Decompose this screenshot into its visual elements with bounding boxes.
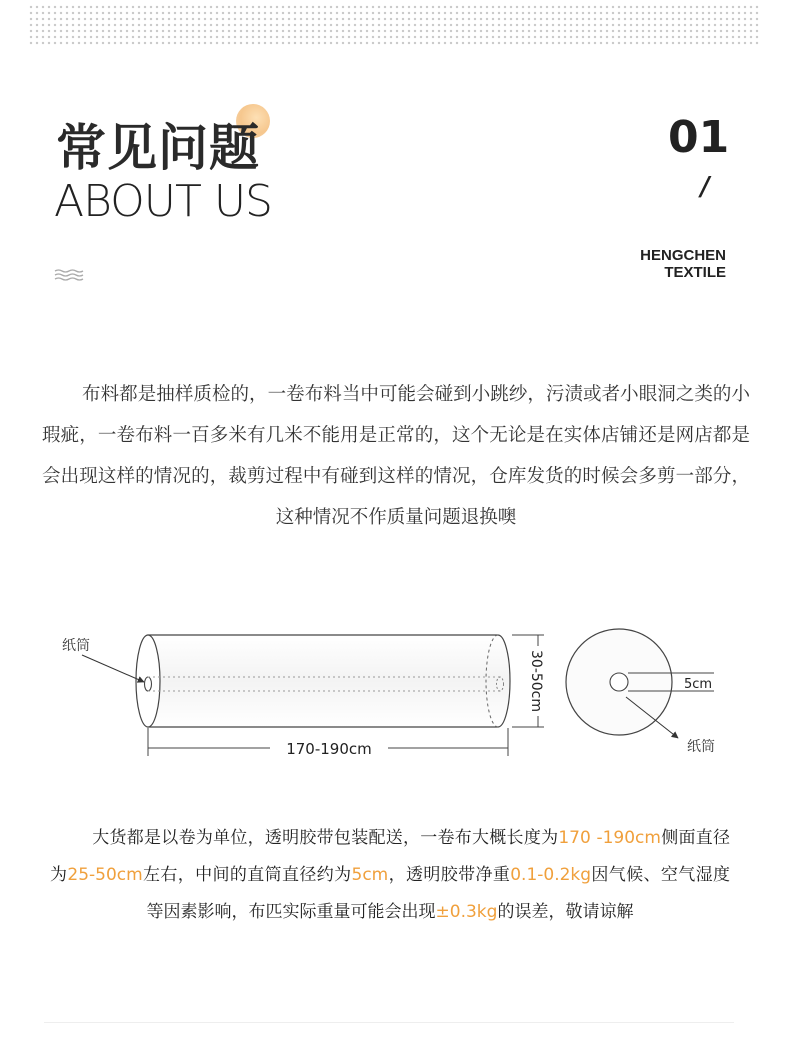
fabric-roll-side-view	[136, 635, 510, 727]
bottom-divider	[44, 1022, 734, 1023]
left-tube-arrow	[82, 655, 144, 682]
fabric-roll-diagram	[0, 610, 790, 770]
section-number: 01	[668, 112, 730, 163]
slash-mark: /	[697, 172, 713, 202]
tape-weight-value: 0.1-0.2kg	[510, 865, 592, 885]
shipping-info-paragraph	[50, 820, 730, 931]
weight-tolerance-value: ±0.3kg	[435, 902, 498, 922]
core-diameter-value: 5cm	[351, 865, 389, 885]
shipping-text-2: 侧面直径为	[50, 828, 731, 885]
wave-icon	[54, 268, 84, 282]
brand-line-1: HENGCHEN	[640, 247, 726, 264]
shipping-text-6: 的误差，敬请谅解	[497, 902, 634, 922]
brand-line-2: TEXTILE	[664, 264, 726, 281]
page-subtitle: ABOUT US	[54, 176, 272, 227]
dot-pattern-header	[28, 4, 760, 46]
right-tube-label: 纸筒	[687, 739, 715, 755]
shipping-text-1: 大货都是以卷为单位，透明胶带包装配送，一卷布大概长度为	[92, 828, 559, 848]
quality-notice-paragraph	[42, 374, 750, 538]
roll-diameter-value: 25-50cm	[67, 865, 143, 885]
roll-length-value: 170 -190cm	[558, 828, 661, 848]
shipping-text-5: 因气候、空气湿度等因素影响，布匹实际重量可能会出现	[146, 865, 731, 922]
shipping-text-3: 左右，中间的直筒直径约为	[142, 865, 352, 885]
diameter-label: 30-50cm	[528, 649, 544, 713]
shipping-text-4: ，透明胶带净重	[388, 865, 511, 885]
brand-name	[580, 247, 726, 281]
left-tube-label: 纸筒	[62, 638, 90, 654]
length-label: 170-190cm	[286, 740, 372, 758]
core-diameter-label: 5cm	[684, 677, 713, 692]
page-title: 常见问题	[56, 119, 260, 177]
quality-notice-text: 布料都是抽样质检的，一卷布料当中可能会碰到小跳纱，污渍或者小眼洞之类的小瑕疵，一卷布料一百多米有几米不能用是正常的，这个无论是在实体店铺还是网店都是会出现这样的情况的，裁剪过程中有碰到这样的情况，仓库发货的时候会多剪一部分，这种情况不作质量问题退换噢	[42, 384, 750, 528]
